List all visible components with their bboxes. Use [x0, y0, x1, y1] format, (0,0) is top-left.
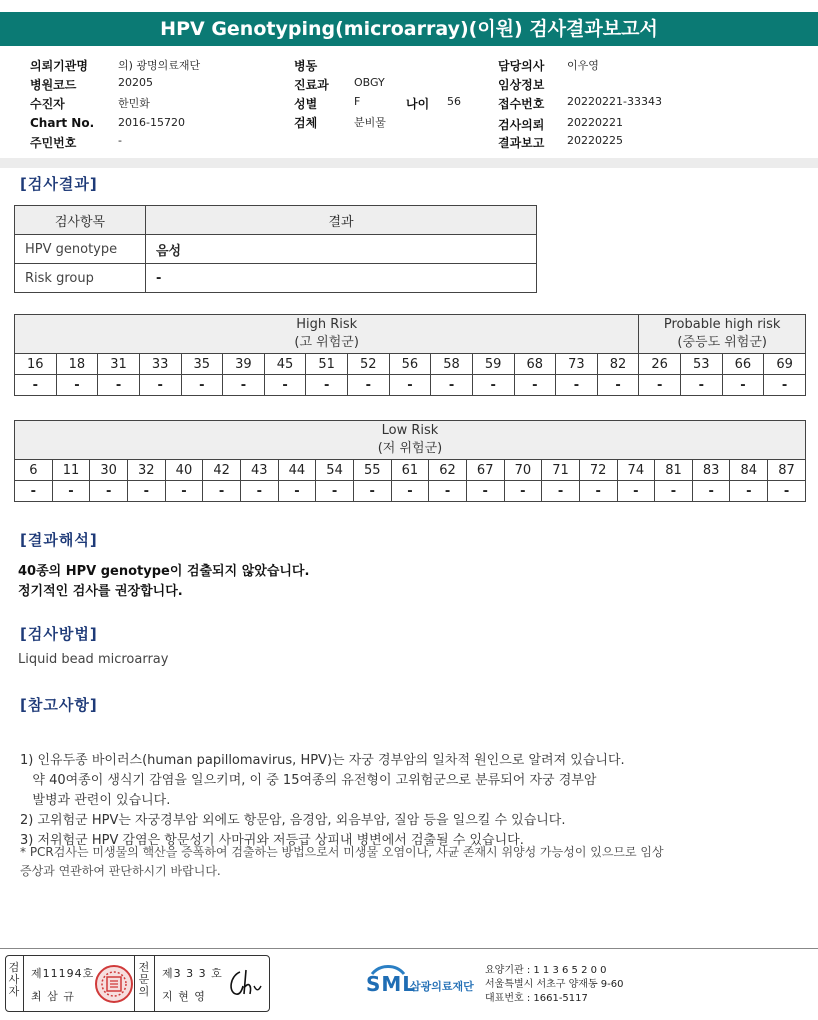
genotype-result: - [764, 375, 806, 396]
genotype-number-row [15, 460, 806, 481]
specialist-name: 지 현 영 [162, 990, 206, 1003]
note-line: 2) 고위험군 HPV는 자궁경부암 외에도 항문암, 음경암, 외음부암, 질암 등을 일으킬 수 있습니다. [20, 813, 566, 828]
age-value: 56 [447, 95, 461, 108]
org-info-line: 대표번호 : 1661-5117 [485, 993, 588, 1004]
genotype-number: 52 [348, 354, 390, 375]
genotype-number: 71 [542, 460, 580, 481]
specialist-signature-icon [226, 966, 264, 1000]
genotype-number: 58 [431, 354, 473, 375]
org-info [485, 964, 624, 1006]
genotype-result: - [223, 375, 265, 396]
genotype-number: 31 [98, 354, 140, 375]
genotype-result: - [597, 375, 639, 396]
table-row [15, 264, 537, 293]
resident-no-value: - [118, 134, 122, 147]
footnote-line: 증상과 연관하여 판단하시기 바랍니다. [20, 864, 221, 878]
genotype-number: 74 [617, 460, 655, 481]
low-risk-title: Low Risk [381, 423, 439, 438]
genotype-result: - [56, 375, 98, 396]
low-risk-subtitle: (저 위험군) [377, 441, 443, 456]
requesting-institution-value: 의) 광명의료재단 [118, 59, 201, 72]
method-text: Liquid bead microarray [18, 652, 169, 667]
specimen-label: 검체 [294, 116, 318, 130]
hpv-genotype-label: HPV genotype [15, 235, 146, 264]
genotype-number: 84 [730, 460, 768, 481]
interpretation-genotype: HPV genotype [65, 564, 170, 579]
genotype-result: - [681, 375, 723, 396]
risk-group-result: - [146, 264, 537, 293]
org-name: 삼광의료재단 [410, 980, 474, 993]
genotype-result: - [353, 481, 391, 502]
genotype-result: - [655, 481, 693, 502]
examiner-license: 제11194호 [31, 967, 95, 980]
examiner-name: 최 삼 규 [31, 990, 75, 1003]
org-info-line: 요양기관 : 1 1 3 6 5 2 0 0 [485, 965, 607, 976]
genotype-result: - [139, 375, 181, 396]
genotype-result: - [127, 481, 165, 502]
footer-divider [0, 948, 818, 949]
probable-high-risk-subtitle: (중등도 위험군) [677, 335, 767, 350]
genotype-result: - [181, 375, 223, 396]
specialist-license: 제3 3 3 호 [162, 967, 223, 980]
method-section-title: [검사방법] [20, 625, 98, 643]
genotype-number: 72 [579, 460, 617, 481]
note-line: 발병과 관련이 있습니다. [20, 793, 171, 808]
genotype-number: 53 [681, 354, 723, 375]
genotype-number: 59 [472, 354, 514, 375]
interpretation-suffix: 이 검출되지 않았습니다. [169, 564, 310, 579]
genotype-result: - [391, 481, 429, 502]
receipt-no-value: 20220221-33343 [567, 95, 662, 108]
interpretation-prefix: 40종의 [18, 564, 66, 579]
genotype-result: - [504, 481, 542, 502]
genotype-number: 82 [597, 354, 639, 375]
interpretation-line-1 [18, 562, 309, 582]
result-section-title: [검사결과] [20, 175, 98, 193]
genotype-result: - [389, 375, 431, 396]
genotype-number: 56 [389, 354, 431, 375]
genotype-number: 40 [165, 460, 203, 481]
genotype-result: - [52, 481, 90, 502]
genotype-result: - [306, 375, 348, 396]
genotype-number: 11 [52, 460, 90, 481]
genotype-result: - [542, 481, 580, 502]
hospital-code-label: 병원코드 [30, 78, 77, 92]
genotype-result: - [98, 375, 140, 396]
genotype-number: 62 [429, 460, 467, 481]
requesting-institution-label: 의뢰기관명 [30, 59, 88, 73]
genotype-result: - [240, 481, 278, 502]
interpretation-text [18, 562, 309, 602]
genotype-result-row [15, 481, 806, 502]
signature-box [5, 955, 270, 1012]
sex-label: 성별 [294, 97, 318, 111]
clinical-info-label: 임상정보 [498, 78, 545, 92]
department-label: 진료과 [294, 78, 329, 92]
genotype-number: 30 [90, 460, 128, 481]
genotype-number: 42 [203, 460, 241, 481]
genotype-number: 32 [127, 460, 165, 481]
doctor-value: 이우영 [567, 59, 599, 72]
genotype-result: - [264, 375, 306, 396]
age-label: 나이 [406, 97, 430, 111]
chart-no-label: Chart No. [30, 116, 95, 130]
genotype-result: - [90, 481, 128, 502]
genotype-result: - [639, 375, 681, 396]
interpretation-section-title: [결과해석] [20, 531, 98, 549]
genotype-number: 43 [240, 460, 278, 481]
high-risk-genotype-table [14, 314, 806, 396]
report-header [0, 48, 818, 158]
divider [154, 956, 155, 1011]
result-table [14, 205, 537, 293]
sml-logo-text: SML [366, 972, 417, 996]
high-risk-header [15, 315, 639, 354]
divider [134, 956, 135, 1011]
high-risk-subtitle: (고 위험군) [294, 335, 359, 350]
high-risk-title: High Risk [296, 317, 358, 332]
genotype-result: - [514, 375, 556, 396]
specialist-role: 전문의 [138, 961, 150, 998]
genotype-number: 16 [15, 354, 57, 375]
examiner-role: 검사자 [8, 961, 20, 998]
genotype-number: 39 [223, 354, 265, 375]
genotype-result: - [348, 375, 390, 396]
chart-no-value: 2016-15720 [118, 116, 185, 129]
genotype-result: - [472, 375, 514, 396]
genotype-number: 87 [768, 460, 806, 481]
low-risk-header [15, 421, 806, 460]
genotype-number: 6 [15, 460, 53, 481]
genotype-result-row [15, 375, 806, 396]
genotype-number: 69 [764, 354, 806, 375]
notes-section-title: [참고사항] [20, 696, 98, 714]
genotype-result: - [556, 375, 598, 396]
receipt-no-label: 접수번호 [498, 97, 545, 111]
genotype-number: 55 [353, 460, 391, 481]
note-line: 약 40여종이 생식기 감염을 일으키며, 이 중 15여종의 유전형이 고위험군으로 분류되어 자궁 경부암 [20, 773, 597, 788]
hospital-code-value: 20205 [118, 76, 153, 89]
request-date-label: 검사의뢰 [498, 118, 545, 132]
genotype-result: - [15, 375, 57, 396]
genotype-result: - [466, 481, 504, 502]
department-value: OBGY [354, 76, 385, 89]
patient-value: 한민화 [118, 97, 150, 110]
report-date-value: 20220225 [567, 134, 623, 147]
table-row [15, 235, 537, 264]
notes-list [20, 731, 625, 851]
genotype-number: 66 [722, 354, 764, 375]
genotype-result: - [692, 481, 730, 502]
genotype-number: 68 [514, 354, 556, 375]
specimen-value: 분비물 [354, 116, 386, 129]
genotype-number: 51 [306, 354, 348, 375]
hpv-genotype-result: 음성 [146, 235, 537, 264]
footnote [20, 843, 664, 881]
genotype-result: - [316, 481, 354, 502]
genotype-number: 70 [504, 460, 542, 481]
note-line: 3) 저위험군 HPV 감염은 항문성기 사마귀와 저등급 상피내 병변에서 검출될 수 있습니다. [20, 833, 524, 848]
genotype-number-row [15, 354, 806, 375]
genotype-result: - [278, 481, 316, 502]
genotype-number: 33 [139, 354, 181, 375]
interpretation-line-2: 정기적인 검사를 권장합니다. [18, 584, 183, 599]
genotype-result: - [768, 481, 806, 502]
examiner-seal-icon [94, 964, 134, 1004]
genotype-number: 83 [692, 460, 730, 481]
genotype-result: - [579, 481, 617, 502]
resident-no-label: 주민번호 [30, 136, 77, 150]
patient-label: 수진자 [30, 97, 65, 111]
request-date-value: 20220221 [567, 116, 623, 129]
genotype-number: 26 [639, 354, 681, 375]
header-divider [0, 158, 818, 168]
genotype-number: 81 [655, 460, 693, 481]
genotype-result: - [431, 375, 473, 396]
org-info-line: 서울특별시 서초구 양재동 9-60 [485, 979, 624, 990]
report-date-label: 결과보고 [498, 136, 545, 150]
risk-group-label: Risk group [15, 264, 146, 293]
genotype-number: 54 [316, 460, 354, 481]
footnote-line: * PCR검사는 미생물의 핵산을 증폭하여 검출하는 방법으로서 미생물 오염이나, 사균 존재시 위양성 가능성이 있으므로 임상 [20, 845, 664, 859]
genotype-number: 67 [466, 460, 504, 481]
doctor-label: 담당의사 [498, 59, 545, 73]
note-line: 1) 인유두종 바이러스(human papillomavirus, HPV)는 자궁 경부암의 일차적 원인으로 알려져 있습니다. [20, 753, 625, 768]
genotype-result: - [429, 481, 467, 502]
result-header-item: 검사항목 [15, 206, 146, 235]
probable-high-risk-header [639, 315, 806, 354]
genotype-number: 73 [556, 354, 598, 375]
ward-label: 병동 [294, 59, 318, 73]
probable-high-risk-title: Probable high risk [663, 317, 781, 332]
result-header-result: 결과 [146, 206, 537, 235]
genotype-result: - [165, 481, 203, 502]
sex-value: F [354, 95, 361, 108]
genotype-number: 61 [391, 460, 429, 481]
genotype-number: 18 [56, 354, 98, 375]
genotype-number: 45 [264, 354, 306, 375]
divider [23, 956, 24, 1011]
genotype-result: - [15, 481, 53, 502]
genotype-number: 35 [181, 354, 223, 375]
genotype-result: - [617, 481, 655, 502]
genotype-result: - [730, 481, 768, 502]
genotype-result: - [722, 375, 764, 396]
report-title: HPV Genotyping(microarray)(이원) 검사결과보고서 [0, 12, 818, 46]
low-risk-genotype-table [14, 420, 806, 502]
genotype-result: - [203, 481, 241, 502]
genotype-number: 44 [278, 460, 316, 481]
